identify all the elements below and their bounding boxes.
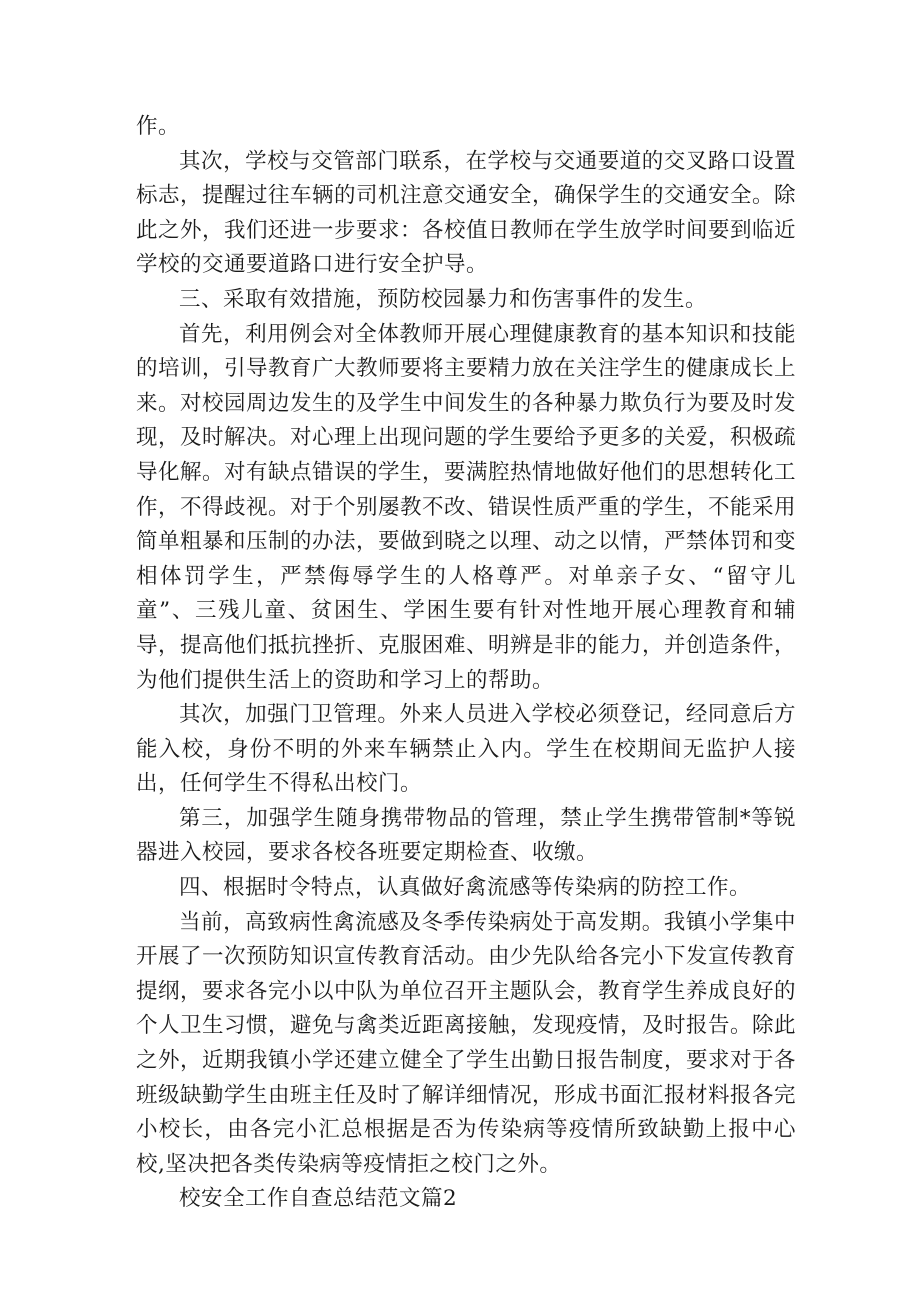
paragraph-continuation: 作。 <box>136 114 181 139</box>
section-title-article-2: 校安全工作自查总结范文篇2 <box>179 1186 458 1212</box>
paragraph-gatekeeper-management: 其次，加强门卫管理。外来人员进入学校必须登记，经同意后方能入校，身份不明的外来车辆禁止入内。学生在校期间无监护人接出，任何学生不得私出校门。 <box>136 702 796 797</box>
paragraph-psychological-education: 首先，利用例会对全体教师开展心理健康教育的基本知识和技能的培训，引导教育广大教师要将主要精力放在关注学生的健康成长上来。对校园周边发生的及学生中间发生的各种暴力欺负行为要及时发现，及时解决。对心理上出现问题的学生要给予更多的关爱，积极疏导化解。对有缺点错误的学生，要满腔热情地做好他们的思想转化工作，不得歧视。对于个别屡教不改、错误性质严重的学生，不能采用简单粗暴和压制的办法，要做到晓之以理、动之以情，严禁体罚和变相体罚学生，严禁侮辱学生的人格尊严。对单亲子女、“留守儿童”、三残儿童、贫困生、学困生要有针对性地开展心理教育和辅导，提高他们抵抗挫折、克服困难、明辨是非的能力，并创造条件，为他们提供生活上的资助和学习上的帮助。 <box>136 321 797 693</box>
paragraph-traffic-safety: 其次，学校与交管部门联系，在学校与交通要道的交叉路口设置标志，提醒过往车辆的司机注意交通安全，确保学生的交通安全。除此之外，我们还进一步要求：各校值日教师在学生放学时间要到临近学校的交通要道路口进行安全护导。 <box>136 148 797 278</box>
paragraph-disease-prevention: 当前，高致病性禽流感及冬季传染病处于高发期。我镇小学集中开展了一次预防知识宣传教育活动。由少先队给各完小下发宣传教育提纲，要求各完小以中队为单位召开主题队会，教育学生养成良好的个人卫生习惯，避免与禽类近距离接触，发现疫情，及时报告。除此之外，近期我镇小学还建立健全了学生出勤日报告制度，要求对于各班级缺勤学生由班主任及时了解详细情况，形成书面汇报材料报各完小校长，由各完小汇总根据是否为传染病等疫情所致缺勤上报中心校,坚决把各类传染病等疫情拒之校门之外。 <box>136 909 797 1177</box>
paragraph-item-management: 第三，加强学生随身携带物品的管理，禁止学生携带管制*等锐器进入校园，要求各校各班要定期检查、收缴。 <box>136 805 796 866</box>
section-heading-disease-control: 四、根据时令特点，认真做好禽流感等传染病的防控工作。 <box>179 875 752 901</box>
section-heading-violence-prevention: 三、采取有效措施，预防校园暴力和伤害事件的发生。 <box>179 286 708 312</box>
document-body <box>136 110 796 1217</box>
